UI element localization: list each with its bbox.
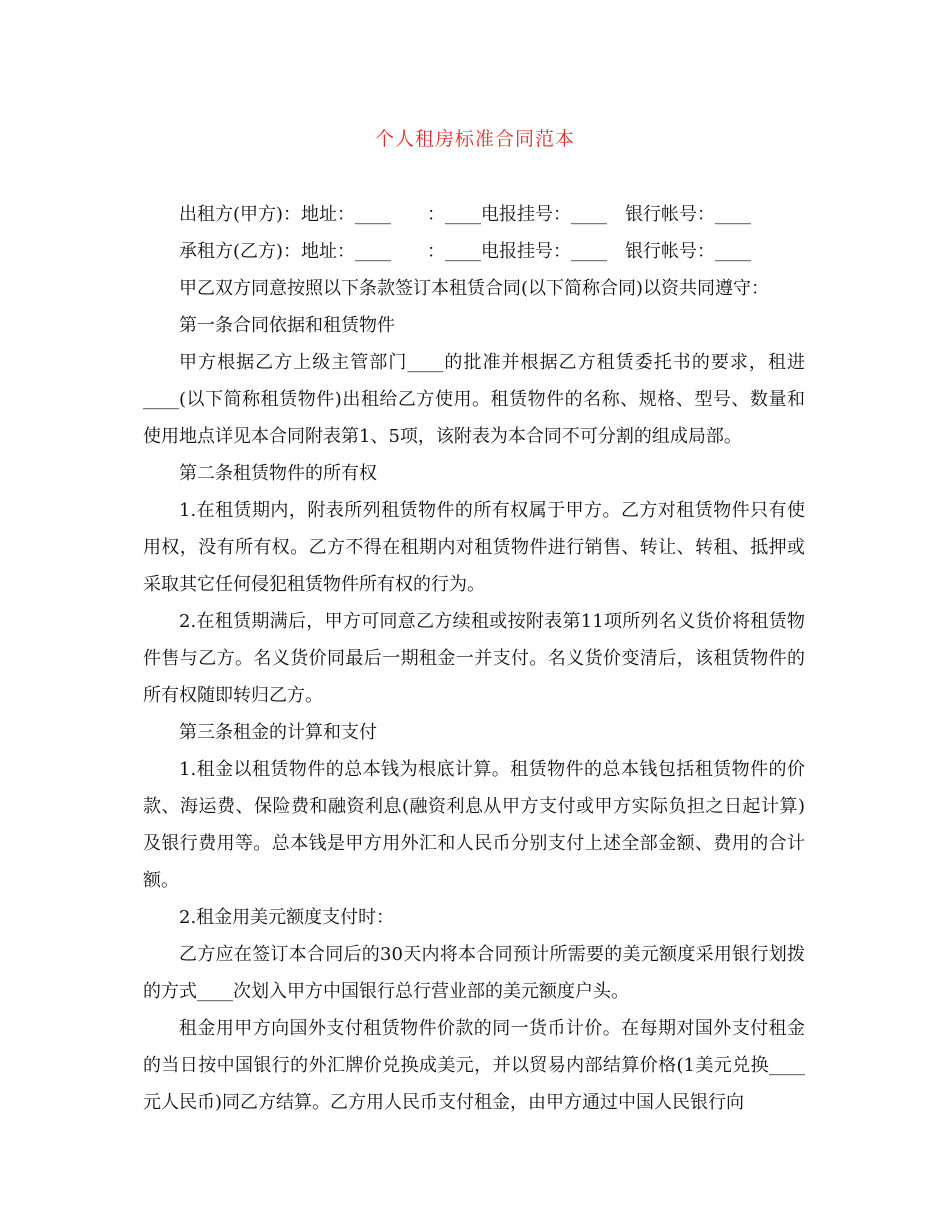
article-1-heading: 第一条合同依据和租赁物件	[179, 315, 395, 336]
article-2-clause-1: 1.在租赁期内，附表所列租赁物件的所有权属于甲方。乙方对租赁物件只有使用权，没有所有权。乙方不得在租期内对租赁物件进行销售、转让、转租、抵押或采取其它任何侵犯租赁物件所有权的行为。	[143, 500, 805, 595]
article-3-clause-2-paragraph: 租金用甲方向国外支付租赁物件价款的同一货币计价。在每期对国外支付租金的当日按中国银行的外汇牌价兑换成美元，并以贸易内部结算价格(1美元兑换____元人民币)同乙方结算。乙方用人民币支付租金，由甲方通过中国人民银行向	[143, 1018, 805, 1113]
article-2-clause-2: 2.在租赁期满后，甲方可同意乙方续租或按附表第11项所列名义货价将租赁物件售与乙方。名义货价同最后一期租金一并支付。名义货价变清后，该租赁物件的所有权随即转归乙方。	[143, 611, 805, 706]
lessee-info-line: 承租方(乙方)：地址：____ ：____电报挂号：____ 银行帐号：____	[179, 241, 752, 262]
document-body	[143, 196, 805, 1121]
article-3-clause-1: 1.租金以租赁物件的总本钱为根底计算。租赁物件的总本钱包括租赁物件的价款、海运费、保险费和融资利息(融资利息从甲方支付或甲方实际负担之日起计算)及银行费用等。总本钱是甲方用外汇和人民币分别支付上述全部金额、费用的合计额。	[143, 759, 805, 891]
article-2-heading: 第二条租赁物件的所有权	[179, 463, 377, 484]
article-3-heading: 第三条租金的计算和支付	[179, 722, 377, 743]
article-3-clause-2-paragraph: 乙方应在签订本合同后的30天内将本合同预计所需要的美元额度采用银行划拨的方式____次划入甲方中国银行总行营业部的美元额度户头。	[143, 944, 805, 1002]
document-title: 个人租房标准合同范本	[374, 128, 575, 150]
article-1-paragraph: 甲方根据乙方上级主管部门____的批准并根据乙方租赁委托书的要求，租进____(以下简称租赁物件)出租给乙方使用。租赁物件的名称、规格、型号、数量和使用地点详见本合同附表第1、5项，该附表为本合同不可分割的组成局部。	[143, 352, 805, 447]
lessor-info-line: 出租方(甲方)：地址：____ ：____电报挂号：____ 银行帐号：____	[179, 204, 752, 225]
preamble-paragraph: 甲乙双方同意按照以下条款签订本租赁合同(以下简称合同)以资共同遵守：	[179, 278, 770, 299]
article-3-clause-2: 2.租金用美元额度支付时：	[179, 907, 395, 928]
